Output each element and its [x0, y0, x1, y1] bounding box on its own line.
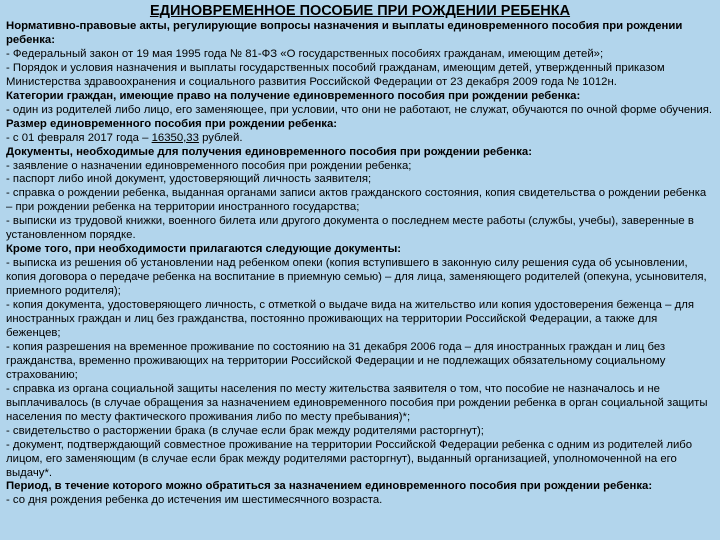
document-body — [6, 20, 714, 508]
legal-heading: Нормативно-правовые акты, регулирующие вопросы назначения и выплаты единовременного пособия при рождении ребенка: — [6, 20, 683, 46]
additional-item: - копия разрешения на временное проживание по состоянию на 31 декабря 2006 года – для иностранных граждан и лиц без гражданства, временно проживающих на территории Российской Федерации и не подлежащих обязательному социальному страхованию; — [6, 340, 666, 381]
additional-item: - документ, подтверждающий совместное проживание на территории Российской Федерации ребенка с одним из родителей либо лицом, его заменяющим (в случае если брак между родителями расторгнут), выданный организацией, уполномоченной на его выдачу*. — [6, 438, 693, 479]
amount-heading: Размер единовременного пособия при рождении ребенка: — [6, 117, 338, 130]
legal-item: - Порядок и условия назначения и выплаты государственных пособий гражданам, имеющим детей, утвержденный приказом Министерства здравоохранения и социального развития Российской Федерации от 23 декабря 2009 года № 1012н. — [6, 61, 665, 88]
amount-line — [6, 132, 714, 146]
documents-item: - выписки из трудовой книжки, военного билета или другого документа о последнем месте работы (службы, учебы), заверенные в установленном порядке. — [6, 215, 694, 242]
documents-item: - заявление о назначении единовременного пособия при рождении ребенка; — [6, 159, 412, 172]
amount-value: 16350,33 — [151, 131, 199, 144]
additional-item: - копия документа, удостоверяющего личность, с отметкой о выдаче вида на жительство или копия удостоверения беженца – для иностранных граждан и лиц без гражданства, постоянно проживающих на территории Российской Федерации, а также для беженцев; — [6, 299, 694, 339]
page-title: ЕДИНОВРЕМЕННОЕ ПОСОБИЕ ПРИ РОЖДЕНИИ РЕБЕНКА — [149, 3, 571, 19]
additional-item: - справка из органа социальной защиты населения по месту жительства заявителя о том, что пособие не назначалось и не выплачивалось (в случае обращения за назначением единовременного пособия при рождении ребенка в орган социальной защиты населения по месту фактического проживания либо по месту пребывания)*; — [6, 382, 708, 423]
documents-heading: Документы, необходимые для получения единовременного пособия при рождении ребенка: — [6, 145, 533, 158]
legal-item: - Федеральный закон от 19 мая 1995 года № 81-ФЗ «О государственных пособиях гражданам, имеющим детей»; — [6, 47, 604, 60]
amount-suffix: рублей. — [198, 131, 243, 144]
additional-item: - выписка из решения об установлении над ребенком опеки (копия вступившего в законную силу решения суда об усыновлении, копия договора о передаче ребенка на воспитание в приемную семью) – для лица, заменяющего родителей (опекуна, усыновителя, приемного родителя); — [6, 257, 707, 298]
documents-item: - паспорт либо иной документ, удостоверяющий личность заявителя; — [6, 173, 372, 186]
categories-item: - один из родителей либо лицо, его заменяющее, при условии, что они не работают, не служат, обучаются по очной форме обучения. — [6, 103, 713, 116]
categories-heading: Категории граждан, имеющие право на получение единовременного пособия при рождении ребенка: — [6, 89, 581, 102]
period-item: - со дня рождения ребенка до истечения им шестимесячного возраста. — [6, 494, 383, 507]
amount-prefix: - с 01 февраля 2017 года – — [6, 131, 152, 144]
additional-heading: Кроме того, при необходимости прилагаются следующие документы: — [6, 243, 402, 256]
documents-item: - справка о рождении ребенка, выданная органами записи актов гражданского состояния, копия свидетельства о рождении ребенка – при рождении ребенка на территории иностранного государства; — [6, 187, 707, 214]
additional-item: - свидетельство о расторжении брака (в случае если брак между родителями расторгнут); — [6, 424, 484, 437]
period-heading: Период, в течение которого можно обратиться за назначением единовременного пособия при рождении ребенка: — [6, 480, 653, 493]
